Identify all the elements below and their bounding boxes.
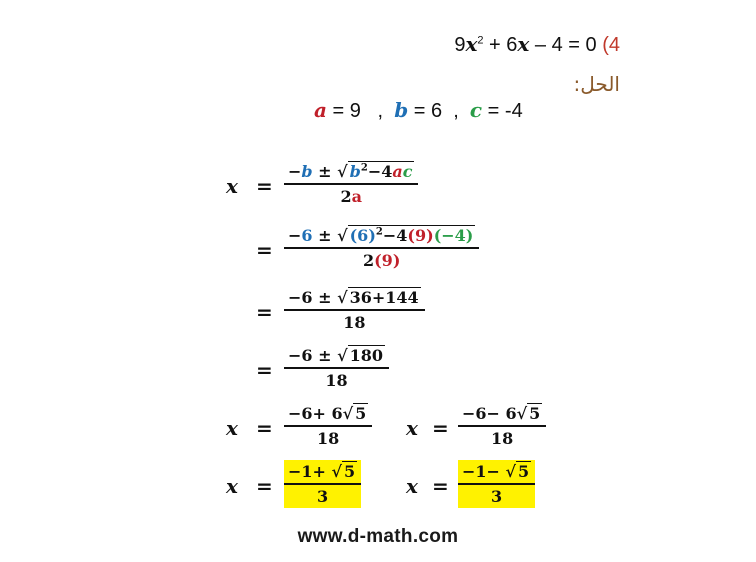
step4-denominator: 18 [325, 371, 348, 390]
coef-a: a [314, 98, 327, 122]
b-value: = 6 , [408, 100, 470, 122]
var-x: x [465, 32, 478, 56]
root2-final-denominator: 3 [491, 487, 503, 506]
formula-numerator: −b ± √ $b^2-4ac$ [288, 162, 413, 181]
step2-numerator: −6 ± √ $(6)^2-4(9)(-4)$ [288, 226, 474, 245]
term-rest: – 4 = 0 [529, 34, 603, 56]
x-variable: x [226, 474, 238, 498]
step2-denominator: 2(9) [362, 251, 401, 270]
formula-denominator: 2a [340, 187, 362, 206]
x-variable: x [226, 416, 238, 440]
x-variable: x [406, 416, 418, 440]
root2-final-numerator: −1− √ 5 [462, 462, 530, 481]
root1-denominator: 18 [317, 429, 340, 448]
equals-sign: = [256, 300, 273, 324]
equals-sign: = [256, 416, 273, 440]
root1-final-denominator: 3 [317, 487, 329, 506]
step3-fraction [284, 288, 425, 332]
coef-9: 9 [454, 34, 466, 56]
equals-sign: = [256, 474, 273, 498]
coef-b: b [394, 98, 409, 122]
problem-statement [454, 32, 620, 57]
solution-label: الحل: [573, 72, 620, 96]
equals-sign: = [256, 174, 273, 198]
coefficients-line [314, 98, 523, 123]
root2-denominator: 18 [491, 429, 514, 448]
equals-sign: = [256, 358, 273, 382]
substituted-formula [284, 226, 479, 270]
equals-sign: = [432, 416, 449, 440]
step4-numerator: −6 ± √ 180 [288, 346, 384, 365]
root1-final [284, 460, 361, 508]
var-x-2: x [517, 32, 530, 56]
root2-final [458, 460, 535, 508]
root2-unsimplified [458, 404, 546, 448]
x-variable: x [406, 474, 418, 498]
coef-c: c [469, 98, 483, 122]
exponent: 2 [477, 34, 484, 47]
problem-number: (4 [602, 34, 620, 56]
step3-denominator: 18 [343, 313, 366, 332]
a-value: = 9 , [326, 100, 395, 122]
root1-numerator: −6+ 6√ 5 [288, 404, 367, 423]
root1-final-numerator: −1+ √ 5 [288, 462, 356, 481]
equals-sign: = [256, 238, 273, 262]
equals-sign: = [432, 474, 449, 498]
step3-numerator: −6 ± √ 36+144 [288, 288, 419, 307]
quadratic-formula [284, 162, 418, 206]
root2-numerator: −6− 6√ 5 [462, 404, 541, 423]
term-6: + 6 [483, 34, 518, 56]
x-variable: x [226, 174, 238, 198]
website-watermark: www.d-math.com [297, 526, 459, 547]
step4-fraction [284, 346, 389, 390]
root1-unsimplified [284, 404, 372, 448]
c-value: = -4 [482, 100, 523, 122]
